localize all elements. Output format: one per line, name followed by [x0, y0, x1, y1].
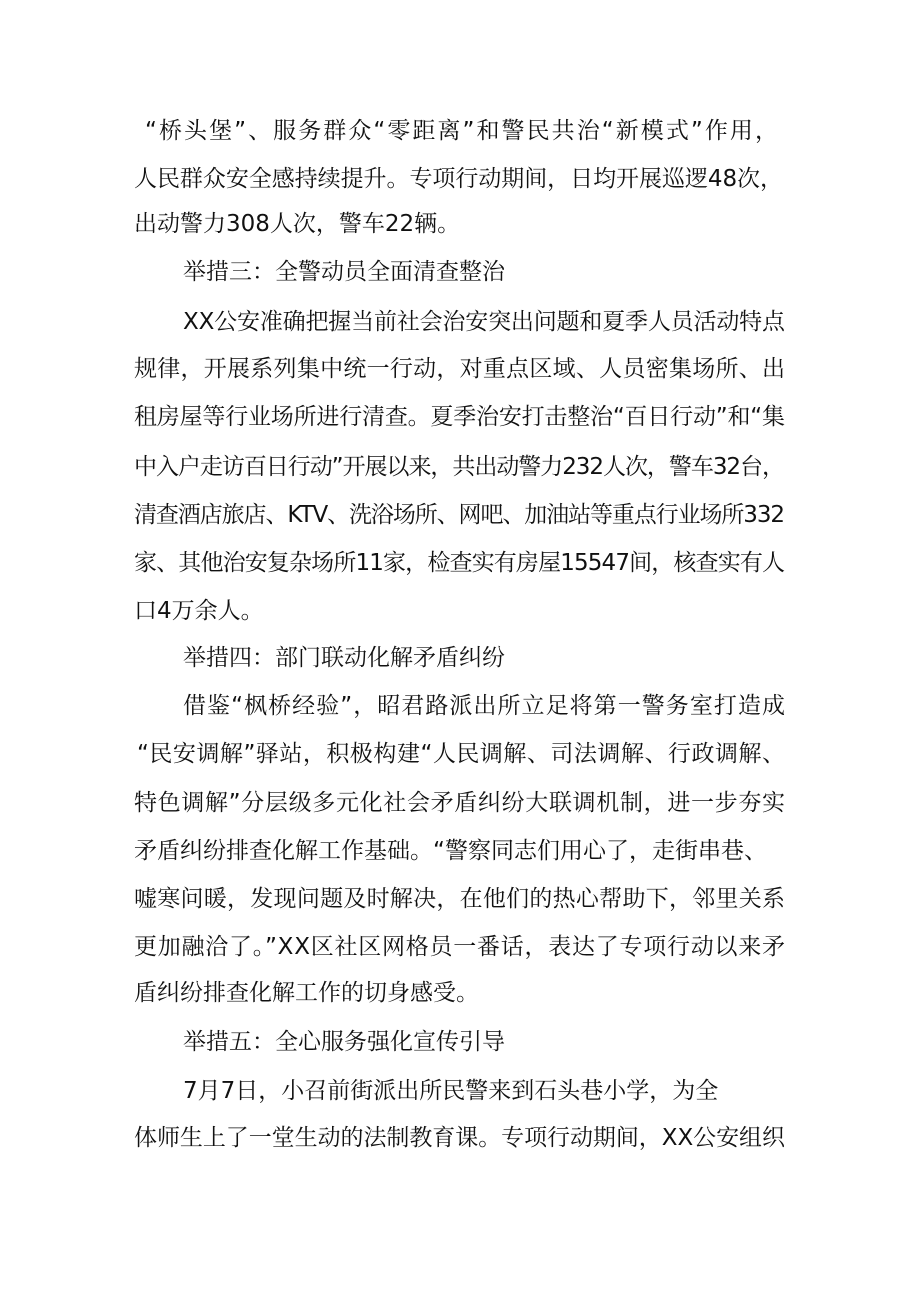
- text-line: 特色调解”分层级多元化社会矛盾纠纷大联调机制，进一步夯实: [134, 790, 786, 816]
- text-line: 出动警力308人次，警车22辆。: [134, 211, 461, 237]
- text-line: 租房屋等行业场所进行清查。夏季治安打击整治“百日行动”和“集: [134, 404, 785, 430]
- text-line: 口4万余人。: [134, 598, 264, 624]
- section-heading: 举措四：部门联动化解矛盾纠纷: [183, 645, 505, 671]
- text-line: XX公安准确把握当前社会治安突出问题和夏季人员活动特点: [183, 309, 785, 335]
- text-line: “桥头堡”、服务群众“零距离”和警民共治“新模式”作用，: [145, 118, 781, 144]
- text-line: 家、其他治安复杂场所11家，检查实有房屋15547间，核查实有人: [134, 550, 785, 576]
- text-line: 更加融洽了。”XX区社区网格员一番话，表达了专项行动以来矛: [134, 934, 786, 960]
- text-line: “民安调解”驿站，积极构建“人民调解、司法调解、行政调解、: [137, 741, 786, 767]
- text-line: 人民群众安全感持续提升。专项行动期间，日均开展巡逻48次，: [134, 166, 783, 192]
- text-line: 体师生上了一堂生动的法制教育课。专项行动期间，XX公安组织: [134, 1125, 785, 1151]
- text-line: 清查酒店旅店、KTV、洗浴场所、网吧、加油站等重点行业场所332: [134, 502, 784, 528]
- text-line: 7月7日，小召前街派出所民警来到石头巷小学，为全: [183, 1078, 719, 1104]
- text-line: 中入户走访百日行动”开展以来，共出动警力232人次，警车32台，: [134, 454, 784, 480]
- text-line: 矛盾纠纷排查化解工作基础。“警察同志们用心了，走街串巷、: [134, 838, 767, 864]
- section-heading: 举措五：全心服务强化宣传引导: [183, 1029, 505, 1055]
- text-line: 借鉴“枫桥经验”，昭君路派出所立足将第一警务室打造成: [183, 693, 787, 719]
- text-line: 嘘寒问暖，发现问题及时解决，在他们的热心帮助下，邻里关系: [134, 886, 786, 912]
- section-heading: 举措三：全警动员全面清查整治: [183, 259, 505, 285]
- text-line: 规律，开展系列集中统一行动，对重点区域、人员密集场所、出: [134, 356, 786, 382]
- text-line: 盾纠纷排查化解工作的切身感受。: [134, 980, 479, 1006]
